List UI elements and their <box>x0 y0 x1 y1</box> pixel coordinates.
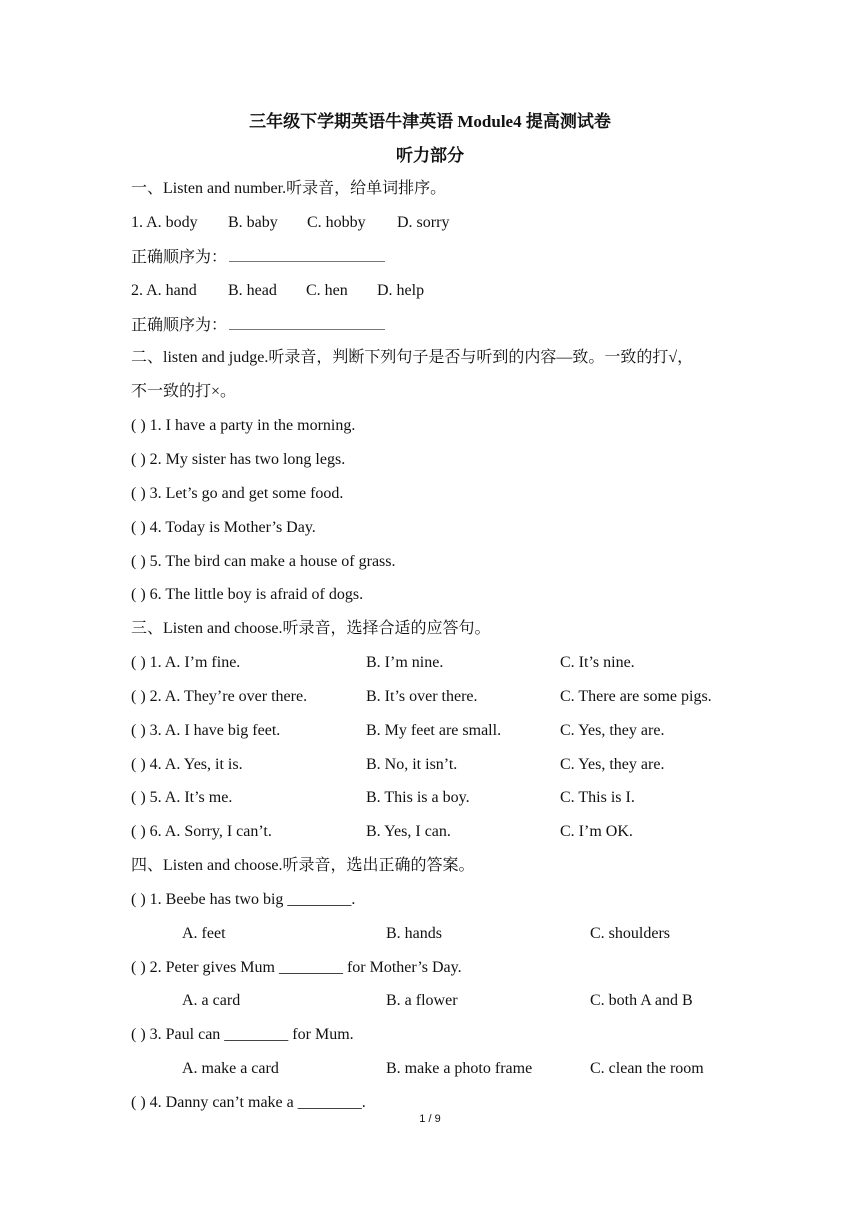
s3-option-a: ( ) 6. A. Sorry, I can’t. <box>131 823 272 840</box>
s4-option-a: A. feet <box>182 925 226 942</box>
s3-option-c: C. There are some pigs. <box>560 688 712 705</box>
s4-option-c: C. both A and B <box>590 992 693 1009</box>
s3-option-a: ( ) 4. A. Yes, it is. <box>131 756 243 773</box>
s1-q2-option: B. head <box>228 282 277 299</box>
s3-option-c: C. This is I. <box>560 789 635 806</box>
page-number: 1 / 9 <box>419 1113 441 1125</box>
s4-option-c: C. shoulders <box>590 925 670 942</box>
s3-option-b: B. No, it isn’t. <box>366 756 458 773</box>
s2-item: ( ) 2. My sister has two long legs. <box>131 451 346 468</box>
s3-option-c: C. Yes, they are. <box>560 722 665 739</box>
s2-item: ( ) 5. The bird can make a house of grass. <box>131 553 396 570</box>
s3-option-b: B. Yes, I can. <box>366 823 451 840</box>
answer-blank[interactable] <box>229 247 385 262</box>
s4-question: ( ) 1. Beebe has two big ________. <box>131 891 356 908</box>
s4-question: ( ) 4. Danny can’t make a ________. <box>131 1094 366 1111</box>
s3-option-c: C. Yes, they are. <box>560 756 665 773</box>
s3-option-c: C. I’m OK. <box>560 823 633 840</box>
s1-q1-option: 1. A. body <box>131 214 198 231</box>
s4-option-b: B. a flower <box>386 992 458 1009</box>
s1-q1-option: C. hobby <box>307 214 366 231</box>
s3-option-a: ( ) 3. A. I have big feet. <box>131 722 281 739</box>
section-1-heading: 一、Listen and number.听录音，给单词排序。 <box>131 180 447 197</box>
answer-blank[interactable] <box>229 315 385 330</box>
section-3-heading: 三、Listen and choose.听录音，选择合适的应答句。 <box>131 620 491 637</box>
s1-answer-line-2 <box>131 315 385 336</box>
s1-answer-line-1 <box>131 247 385 268</box>
section-2-heading: 二、listen and judge.听录音，判断下列句子是否与听到的内容—致。一致的打√， <box>131 349 694 366</box>
s4-option-c: C. clean the room <box>590 1060 704 1077</box>
s4-option-b: B. make a photo frame <box>386 1060 533 1077</box>
s1-q2-option: 2. A. hand <box>131 282 197 299</box>
s4-question: ( ) 3. Paul can ________ for Mum. <box>131 1026 354 1043</box>
s2-item: ( ) 6. The little boy is afraid of dogs. <box>131 586 364 603</box>
s2-item: ( ) 4. Today is Mother’s Day. <box>131 519 316 536</box>
s2-item: ( ) 1. I have a party in the morning. <box>131 417 356 434</box>
s1-q2-option: C. hen <box>306 282 348 299</box>
s3-option-b: B. It’s over there. <box>366 688 478 705</box>
s1-q1-option: D. sorry <box>397 214 450 231</box>
s3-option-c: C. It’s nine. <box>560 654 635 671</box>
s4-option-b: B. hands <box>386 925 442 942</box>
section-4-heading: 四、Listen and choose.听录音，选出正确的答案。 <box>131 857 475 874</box>
s1-q1-option: B. baby <box>228 214 278 231</box>
s1-q2-option: D. help <box>377 282 425 299</box>
s3-option-a: ( ) 2. A. They’re over there. <box>131 688 308 705</box>
s2-item: ( ) 3. Let’s go and get some food. <box>131 485 344 502</box>
s3-option-b: B. My feet are small. <box>366 722 502 739</box>
s3-option-b: B. This is a boy. <box>366 789 470 806</box>
section-2-heading-cont: 不一致的打×。 <box>131 383 237 400</box>
s3-option-a: ( ) 1. A. I’m fine. <box>131 654 241 671</box>
s3-option-a: ( ) 5. A. It’s me. <box>131 789 233 806</box>
s4-question: ( ) 2. Peter gives Mum ________ for Mother’s Day. <box>131 959 462 976</box>
page-title: 三年级下学期英语牛津英语 Module4 提高测试卷 <box>249 112 611 131</box>
s3-option-b: B. I’m nine. <box>366 654 444 671</box>
page-subtitle: 听力部分 <box>396 146 464 165</box>
order-label: 正确顺序为： <box>131 249 228 266</box>
order-label: 正确顺序为： <box>131 317 228 334</box>
s4-option-a: A. a card <box>182 992 241 1009</box>
s4-option-a: A. make a card <box>182 1060 279 1077</box>
